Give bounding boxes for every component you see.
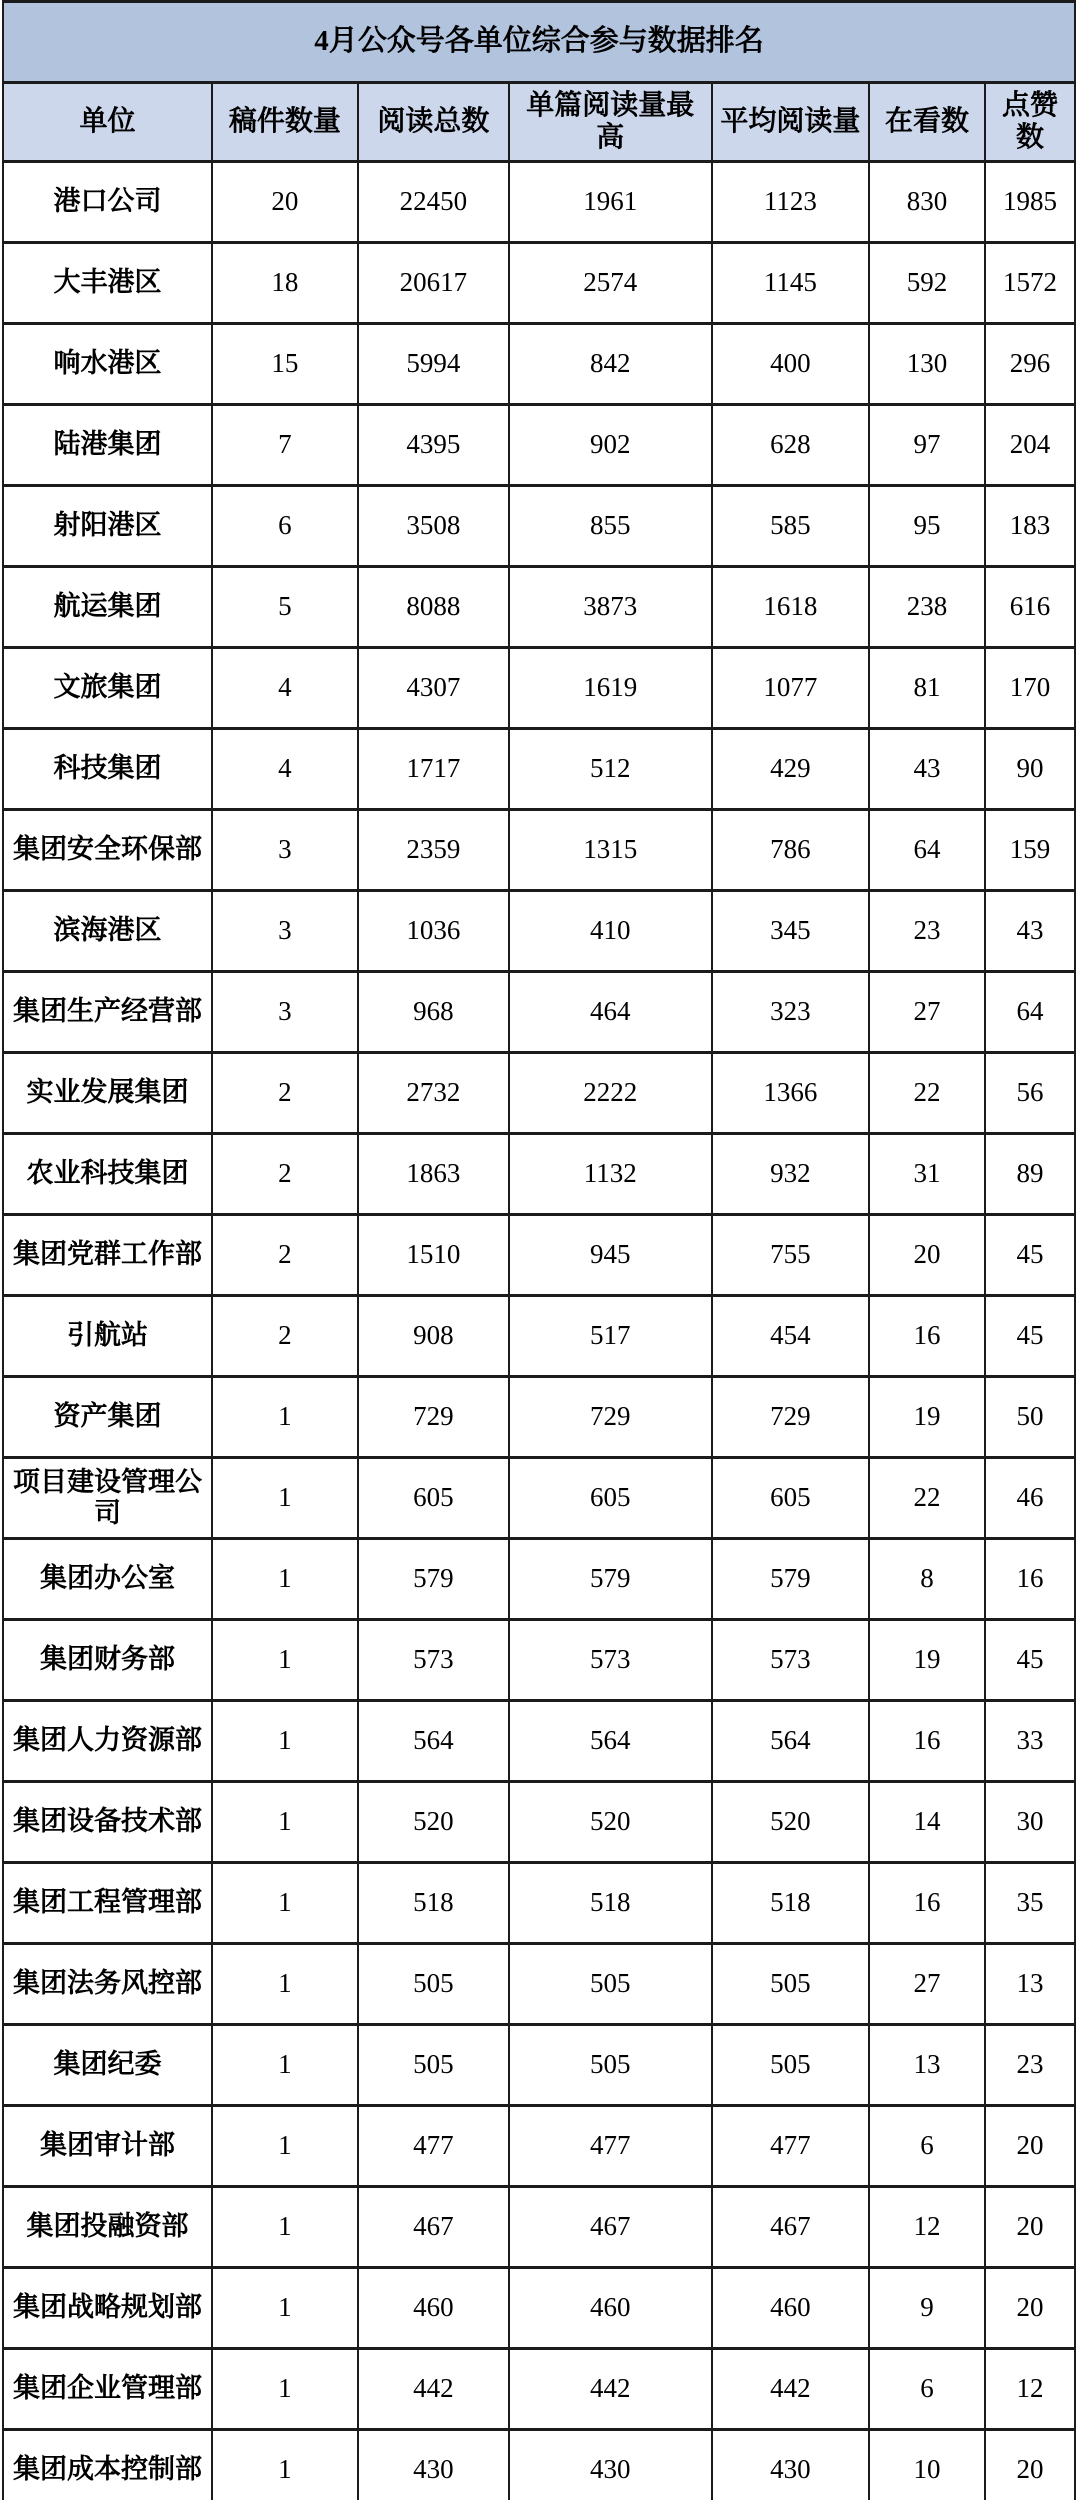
value-cell: 8088 [358,567,509,648]
value-cell: 3508 [358,486,509,567]
table-row [3,1296,1075,1377]
value-cell: 35 [985,1863,1075,1944]
table-row [3,2187,1075,2268]
unit-cell: 响水港区 [3,324,212,405]
value-cell: 2222 [509,1053,712,1134]
value-cell: 31 [869,1134,985,1215]
value-cell: 477 [358,2106,509,2187]
value-cell: 6 [869,2349,985,2430]
ranking-table [2,0,1076,2500]
value-cell: 729 [358,1377,509,1458]
unit-cell: 引航站 [3,1296,212,1377]
value-cell: 64 [869,810,985,891]
value-cell: 3 [212,810,358,891]
unit-cell: 集团成本控制部 [3,2430,212,2500]
value-cell: 518 [712,1863,870,1944]
value-cell: 1123 [712,162,870,243]
value-cell: 1619 [509,648,712,729]
value-cell: 16 [869,1701,985,1782]
value-cell: 464 [509,972,712,1053]
value-cell: 505 [509,2025,712,2106]
table-row [3,1863,1075,1944]
table-title-row [3,2,1075,83]
unit-cell: 集团党群工作部 [3,1215,212,1296]
value-cell: 18 [212,243,358,324]
unit-cell: 集团审计部 [3,2106,212,2187]
table-row [3,810,1075,891]
value-cell: 13 [869,2025,985,2106]
value-cell: 64 [985,972,1075,1053]
value-cell: 1 [212,1944,358,2025]
value-cell: 1717 [358,729,509,810]
column-header-max-reads: 单篇阅读量最高 [509,83,712,162]
value-cell: 95 [869,486,985,567]
table-row [3,2430,1075,2500]
value-cell: 430 [712,2430,870,2500]
value-cell: 400 [712,324,870,405]
table-row [3,324,1075,405]
unit-cell: 大丰港区 [3,243,212,324]
value-cell: 605 [712,1458,870,1539]
value-cell: 605 [358,1458,509,1539]
value-cell: 1 [212,1377,358,1458]
value-cell: 505 [712,2025,870,2106]
value-cell: 6 [212,486,358,567]
value-cell: 89 [985,1134,1075,1215]
value-cell: 579 [509,1539,712,1620]
value-cell: 4 [212,729,358,810]
unit-cell: 集团设备技术部 [3,1782,212,1863]
value-cell: 477 [712,2106,870,2187]
value-cell: 20 [869,1215,985,1296]
unit-cell: 集团战略规划部 [3,2268,212,2349]
table-title: 4月公众号各单位综合参与数据排名 [3,2,1075,83]
table-row [3,891,1075,972]
table-row [3,1701,1075,1782]
table-row [3,1458,1075,1539]
value-cell: 564 [358,1701,509,1782]
value-cell: 2 [212,1053,358,1134]
value-cell: 4395 [358,405,509,486]
value-cell: 855 [509,486,712,567]
value-cell: 2359 [358,810,509,891]
value-cell: 22 [869,1053,985,1134]
unit-cell: 农业科技集团 [3,1134,212,1215]
value-cell: 579 [358,1539,509,1620]
value-cell: 10 [869,2430,985,2500]
value-cell: 45 [985,1620,1075,1701]
value-cell: 1863 [358,1134,509,1215]
value-cell: 729 [712,1377,870,1458]
value-cell: 520 [509,1782,712,1863]
value-cell: 1 [212,2349,358,2430]
value-cell: 4307 [358,648,509,729]
value-cell: 296 [985,324,1075,405]
table-row [3,2268,1075,2349]
value-cell: 932 [712,1134,870,1215]
value-cell: 454 [712,1296,870,1377]
value-cell: 8 [869,1539,985,1620]
value-cell: 183 [985,486,1075,567]
value-cell: 43 [869,729,985,810]
value-cell: 467 [712,2187,870,2268]
table-row [3,486,1075,567]
value-cell: 14 [869,1782,985,1863]
value-cell: 20617 [358,243,509,324]
value-cell: 1 [212,1863,358,1944]
value-cell: 97 [869,405,985,486]
table-row [3,2025,1075,2106]
value-cell: 1 [212,1782,358,1863]
value-cell: 430 [509,2430,712,2500]
value-cell: 12 [985,2349,1075,2430]
table-row [3,162,1075,243]
value-cell: 20 [985,2187,1075,2268]
unit-cell: 集团安全环保部 [3,810,212,891]
unit-cell: 实业发展集团 [3,1053,212,1134]
value-cell: 842 [509,324,712,405]
value-cell: 23 [985,2025,1075,2106]
value-cell: 1510 [358,1215,509,1296]
table-row [3,729,1075,810]
value-cell: 573 [358,1620,509,1701]
value-cell: 518 [509,1863,712,1944]
column-header-like-count: 点赞数 [985,83,1075,162]
value-cell: 1366 [712,1053,870,1134]
value-cell: 16 [869,1863,985,1944]
value-cell: 4 [212,648,358,729]
unit-cell: 项目建设管理公司 [3,1458,212,1539]
value-cell: 7 [212,405,358,486]
value-cell: 1 [212,2025,358,2106]
value-cell: 1077 [712,648,870,729]
value-cell: 585 [712,486,870,567]
value-cell: 1 [212,2430,358,2500]
value-cell: 345 [712,891,870,972]
value-cell: 564 [509,1701,712,1782]
table-row [3,1782,1075,1863]
table-row [3,2349,1075,2430]
value-cell: 16 [869,1296,985,1377]
value-cell: 1572 [985,243,1075,324]
value-cell: 1 [212,2106,358,2187]
value-cell: 564 [712,1701,870,1782]
unit-cell: 集团法务风控部 [3,1944,212,2025]
value-cell: 6 [869,2106,985,2187]
value-cell: 9 [869,2268,985,2349]
value-cell: 43 [985,891,1075,972]
unit-cell: 港口公司 [3,162,212,243]
table-row [3,972,1075,1053]
unit-cell: 集团工程管理部 [3,1863,212,1944]
value-cell: 2 [212,1134,358,1215]
unit-cell: 航运集团 [3,567,212,648]
value-cell: 1315 [509,810,712,891]
value-cell: 1618 [712,567,870,648]
column-header-avg-reads: 平均阅读量 [712,83,870,162]
value-cell: 1 [212,2268,358,2349]
value-cell: 22 [869,1458,985,1539]
value-cell: 15 [212,324,358,405]
column-header-article-count: 稿件数量 [212,83,358,162]
value-cell: 1 [212,1620,358,1701]
value-cell: 467 [358,2187,509,2268]
table-row [3,1620,1075,1701]
table-row [3,1215,1075,1296]
value-cell: 520 [358,1782,509,1863]
value-cell: 616 [985,567,1075,648]
table-row [3,405,1075,486]
value-cell: 16 [985,1539,1075,1620]
unit-cell: 集团生产经营部 [3,972,212,1053]
table-header-row [3,83,1075,162]
value-cell: 1 [212,1701,358,1782]
value-cell: 1 [212,1458,358,1539]
value-cell: 2732 [358,1053,509,1134]
table-row [3,1053,1075,1134]
table-row [3,243,1075,324]
value-cell: 410 [509,891,712,972]
value-cell: 33 [985,1701,1075,1782]
value-cell: 729 [509,1377,712,1458]
value-cell: 1036 [358,891,509,972]
value-cell: 830 [869,162,985,243]
unit-cell: 滨海港区 [3,891,212,972]
value-cell: 2 [212,1296,358,1377]
value-cell: 1985 [985,162,1075,243]
column-header-total-reads: 阅读总数 [358,83,509,162]
value-cell: 45 [985,1296,1075,1377]
value-cell: 628 [712,405,870,486]
unit-cell: 资产集团 [3,1377,212,1458]
value-cell: 90 [985,729,1075,810]
table-row [3,567,1075,648]
value-cell: 442 [509,2349,712,2430]
value-cell: 517 [509,1296,712,1377]
unit-cell: 陆港集团 [3,405,212,486]
value-cell: 579 [712,1539,870,1620]
value-cell: 605 [509,1458,712,1539]
value-cell: 902 [509,405,712,486]
value-cell: 755 [712,1215,870,1296]
value-cell: 2 [212,1215,358,1296]
unit-cell: 集团投融资部 [3,2187,212,2268]
value-cell: 505 [509,1944,712,2025]
value-cell: 467 [509,2187,712,2268]
value-cell: 573 [712,1620,870,1701]
value-cell: 19 [869,1377,985,1458]
value-cell: 505 [358,2025,509,2106]
column-header-wow-count: 在看数 [869,83,985,162]
value-cell: 592 [869,243,985,324]
table-row [3,2106,1075,2187]
value-cell: 23 [869,891,985,972]
table-row [3,648,1075,729]
value-cell: 3 [212,972,358,1053]
value-cell: 130 [869,324,985,405]
table-row [3,1134,1075,1215]
unit-cell: 集团人力资源部 [3,1701,212,1782]
value-cell: 968 [358,972,509,1053]
value-cell: 460 [358,2268,509,2349]
value-cell: 238 [869,567,985,648]
table-row [3,1944,1075,2025]
value-cell: 1 [212,2187,358,2268]
value-cell: 46 [985,1458,1075,1539]
value-cell: 20 [985,2106,1075,2187]
value-cell: 908 [358,1296,509,1377]
value-cell: 5994 [358,324,509,405]
value-cell: 3 [212,891,358,972]
value-cell: 3873 [509,567,712,648]
value-cell: 1132 [509,1134,712,1215]
value-cell: 460 [509,2268,712,2349]
value-cell: 430 [358,2430,509,2500]
value-cell: 20 [212,162,358,243]
value-cell: 1961 [509,162,712,243]
value-cell: 5 [212,567,358,648]
value-cell: 1145 [712,243,870,324]
value-cell: 81 [869,648,985,729]
value-cell: 56 [985,1053,1075,1134]
value-cell: 512 [509,729,712,810]
value-cell: 573 [509,1620,712,1701]
value-cell: 20 [985,2430,1075,2500]
value-cell: 786 [712,810,870,891]
value-cell: 1 [212,1539,358,1620]
value-cell: 22450 [358,162,509,243]
value-cell: 45 [985,1215,1075,1296]
unit-cell: 集团企业管理部 [3,2349,212,2430]
unit-cell: 集团财务部 [3,1620,212,1701]
value-cell: 30 [985,1782,1075,1863]
value-cell: 429 [712,729,870,810]
unit-cell: 集团办公室 [3,1539,212,1620]
table-row [3,1377,1075,1458]
value-cell: 505 [712,1944,870,2025]
value-cell: 12 [869,2187,985,2268]
value-cell: 170 [985,648,1075,729]
unit-cell: 射阳港区 [3,486,212,567]
value-cell: 520 [712,1782,870,1863]
value-cell: 442 [712,2349,870,2430]
value-cell: 27 [869,1944,985,2025]
unit-cell: 文旅集团 [3,648,212,729]
unit-cell: 集团纪委 [3,2025,212,2106]
value-cell: 442 [358,2349,509,2430]
value-cell: 460 [712,2268,870,2349]
value-cell: 518 [358,1863,509,1944]
value-cell: 204 [985,405,1075,486]
table-row [3,1539,1075,1620]
value-cell: 945 [509,1215,712,1296]
value-cell: 13 [985,1944,1075,2025]
value-cell: 477 [509,2106,712,2187]
value-cell: 505 [358,1944,509,2025]
value-cell: 159 [985,810,1075,891]
value-cell: 27 [869,972,985,1053]
value-cell: 323 [712,972,870,1053]
value-cell: 50 [985,1377,1075,1458]
value-cell: 2574 [509,243,712,324]
unit-cell: 科技集团 [3,729,212,810]
value-cell: 20 [985,2268,1075,2349]
column-header-unit: 单位 [3,83,212,162]
value-cell: 19 [869,1620,985,1701]
